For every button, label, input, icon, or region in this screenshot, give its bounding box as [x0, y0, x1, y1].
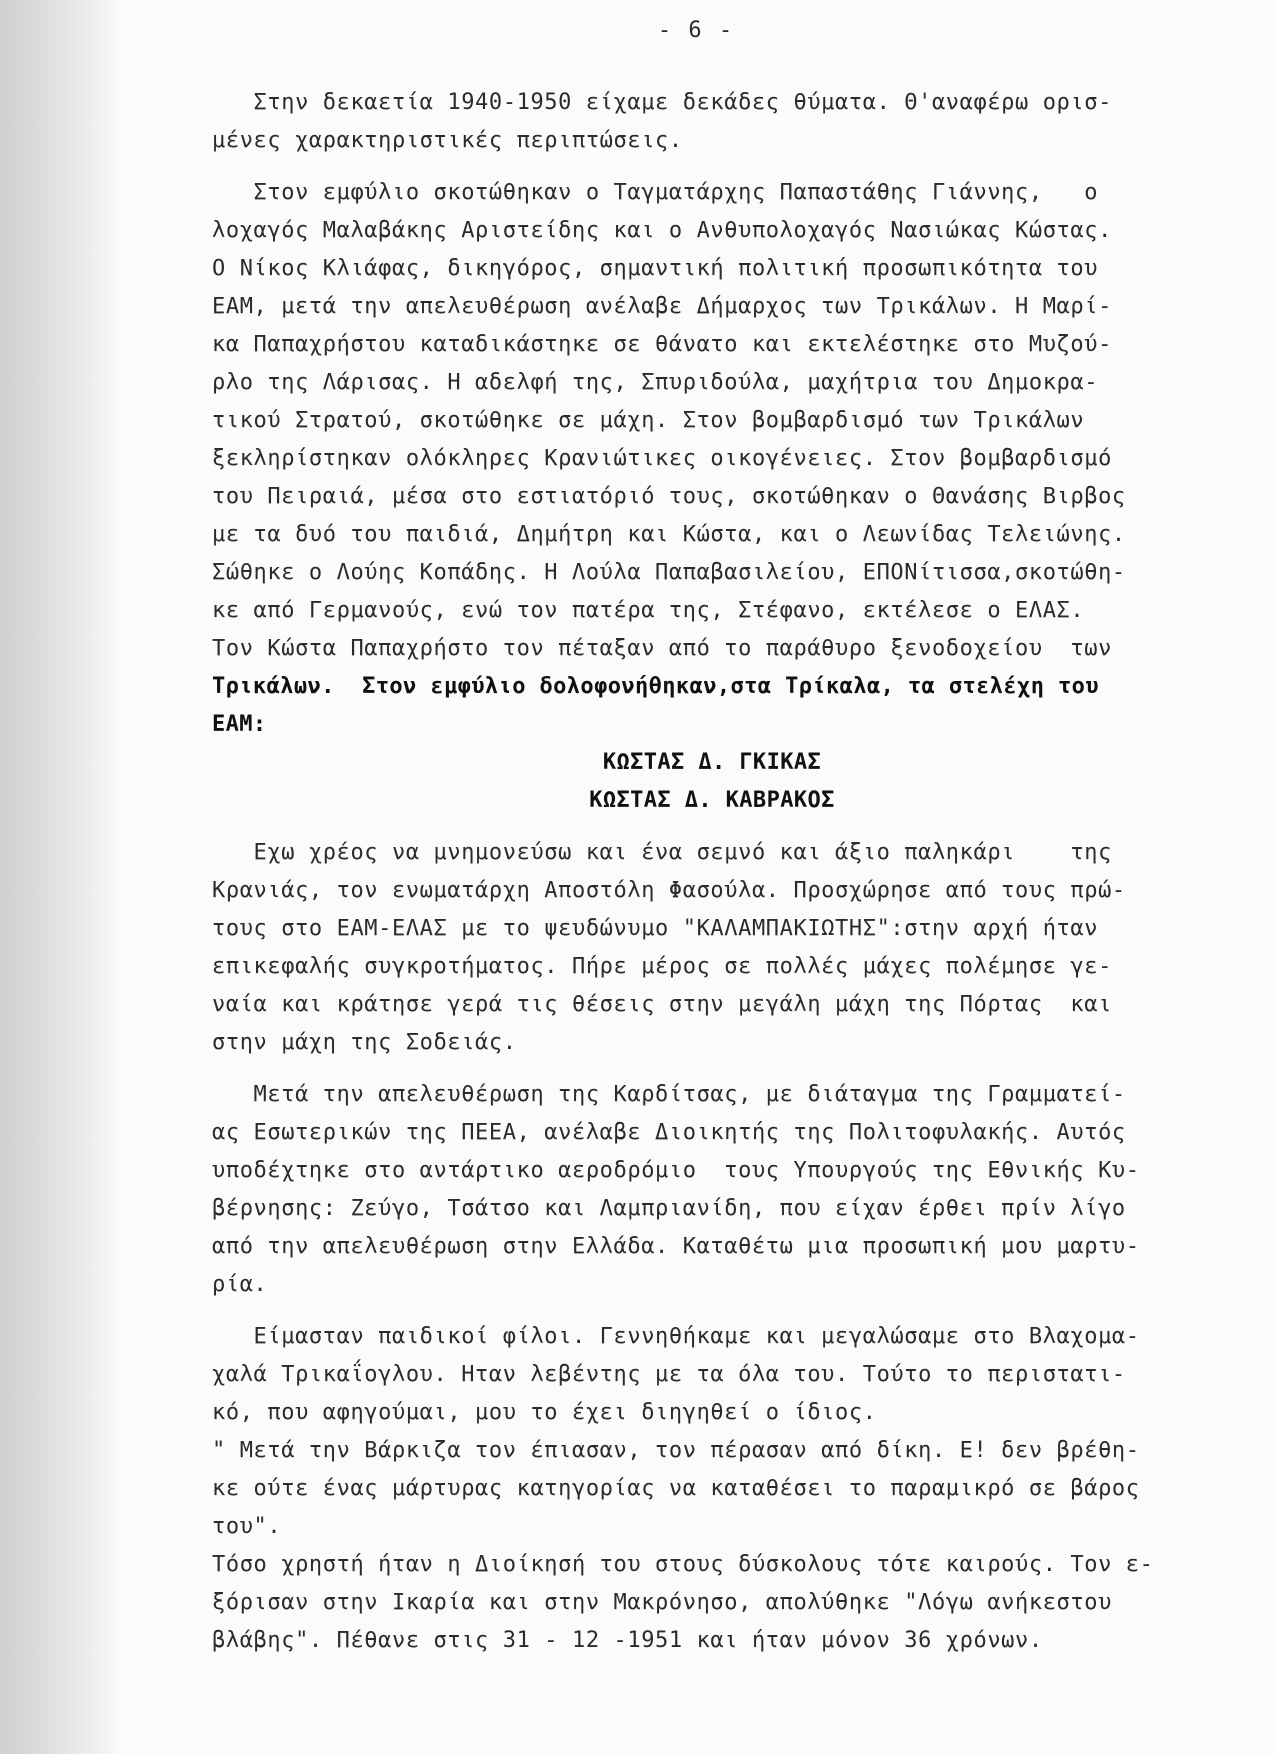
text-line: με τα δυό του παιδιά, Δημήτρη και Κώστα, και ο Λεωνίδας Τελειώνης. — [212, 522, 1126, 547]
paragraph-5 — [212, 1318, 1212, 1660]
text-line: Ο Νίκος Κλιάφας, δικηγόρος, σημαντική πολιτική προσωπικότητα του — [212, 256, 1099, 281]
text-line: τικού Στρατού, σκοτώθηκε σε μάχη. Στον βομβαρδισμό των Τρικάλων — [212, 408, 1085, 433]
text-line: Σώθηκε ο Λούης Κοπάδης. Η Λούλα Παπαβασιλείου, ΕΠΟΝίτισσα,σκοτώθη- — [212, 560, 1126, 585]
text-line: Τόσο χρηστή ήταν η Διοίκησή του στους δύσκολους τότε καιρούς. Τον ε- — [212, 1552, 1154, 1577]
text-line-bold: Τρικάλων. Στον εμφύλιο δολοφονήθηκαν,στα Τρίκαλα, τα στελέχη του — [212, 674, 1099, 699]
text-line: χαλά Τρικαΐογλου. Ηταν λεβέντης με τα όλα του. Τούτο το περιστατι- — [212, 1362, 1126, 1387]
text-line: ΕΑΜ, μετά την απελευθέρωση ανέλαβε Δήμαρχος των Τρικάλων. Η Μαρί- — [212, 294, 1112, 319]
text-line: ναία και κράτησε γερά τις θέσεις στην μεγάλη μάχη της Πόρτας και — [212, 992, 1112, 1017]
text-line: ας Εσωτερικών της ΠΕΕΑ, ανέλαβε Διοικητής της Πολιτοφυλακής. Αυτός — [212, 1120, 1126, 1145]
text-line: ξόρισαν στην Ικαρία και στην Μακρόνησο, απολύθηκε "Λόγω ανήκεστου — [212, 1590, 1112, 1615]
text-line: ρλο της Λάρισας. Η αδελφή της, Σπυριδούλα, μαχήτρια του Δημοκρα- — [212, 370, 1099, 395]
text-line: κα Παπαχρήστου καταδικάστηκε σε θάνατο και εκτελέστηκε στο Μυζού- — [212, 332, 1112, 357]
document-page — [116, 0, 1276, 1754]
page-number: - 6 - — [657, 18, 735, 43]
paragraph-1 — [212, 84, 1212, 160]
text-line: " Μετά την Βάρκιζα τον έπιασαν, τον πέρασαν από δίκη. Ε! δεν βρέθη- — [212, 1438, 1140, 1463]
text-line: τους στο ΕΑΜ-ΕΛΑΣ με το ψευδώνυμο "ΚΑΛΑΜΠΑΚΙΩΤΗΣ":στην αρχή ήταν — [212, 916, 1099, 941]
text-line: υποδέχτηκε στο αντάρτικο αεροδρόμιο τους Υπουργούς της Εθνικής Κυ- — [212, 1158, 1140, 1183]
document-body — [212, 84, 1212, 1660]
text-line: του". — [212, 1514, 282, 1539]
paragraph-2 — [212, 174, 1212, 744]
text-line: βλάβης". Πέθανε στις 31 - 12 -1951 και ήταν μόνον 36 χρόνων. — [212, 1628, 1043, 1653]
text-line: επικεφαλής συγκροτήματος. Πήρε μέρος σε πολλές μάχες πολέμησε γε- — [212, 954, 1112, 979]
scan-edge — [0, 0, 116, 1754]
text-line: Μετά την απελευθέρωση της Καρδίτσας, με διάταγμα της Γραμματεί- — [212, 1082, 1126, 1107]
text-line: Τον Κώστα Παπαχρήστο τον πέταξαν από το παράθυρο ξενοδοχείου των — [212, 636, 1112, 661]
text-line: του Πειραιά, μέσα στο εστιατόριό τους, σκοτώθηκαν ο Θανάσης Βιρβος — [212, 484, 1126, 509]
text-line: από την απελευθέρωση στην Ελλάδα. Καταθέτω μια προσωπική μου μαρτυ- — [212, 1234, 1140, 1259]
text-line: ρία. — [212, 1272, 268, 1297]
text-line: ξεκληρίστηκαν ολόκληρες Κρανιώτικες οικογένειες. Στον βομβαρδισμό — [212, 446, 1112, 471]
text-line: λοχαγός Μαλαβάκης Αριστείδης και ο Ανθυπολοχαγός Νασιώκας Κώστας. — [212, 218, 1112, 243]
text-line: βέρνησης: Ζεύγο, Τσάτσο και Λαμπριανίδη, που είχαν έρθει πρίν λίγο — [212, 1196, 1126, 1221]
text-line: Κρανιάς, τον ενωματάρχη Αποστόλη Φασούλα. Προσχώρησε από τους πρώ- — [212, 878, 1126, 903]
text-line: Στην δεκαετία 1940-1950 είχαμε δεκάδες θύματα. Θ'αναφέρω ορισ- — [212, 90, 1112, 115]
text-line: κε ούτε ένας μάρτυρας κατηγορίας να καταθέσει το παραμικρό σε βάρος — [212, 1476, 1140, 1501]
names-list — [212, 744, 1212, 820]
name-line: ΚΩΣΤΑΣ Δ. ΓΚΙΚΑΣ — [602, 750, 822, 775]
text-line: μένες χαρακτηριστικές περιπτώσεις. — [212, 128, 683, 153]
text-line: κό, που αφηγούμαι, μου το έχει διηγηθεί ο ίδιος. — [212, 1400, 877, 1425]
text-line: Εχω χρέος να μνημονεύσω και ένα σεμνό και άξιο παληκάρι της — [212, 840, 1112, 865]
text-line-bold: ΕΑΜ: — [212, 712, 267, 737]
paragraph-4 — [212, 1076, 1212, 1304]
text-line: στην μάχη της Σοδειάς. — [212, 1030, 517, 1055]
name-line: ΚΩΣΤΑΣ Δ. ΚΑΒΡΑΚΟΣ — [589, 788, 835, 813]
text-line: Στον εμφύλιο σκοτώθηκαν ο Ταγματάρχης Παπαστάθης Γιάννης, ο — [212, 180, 1099, 205]
paragraph-3 — [212, 834, 1212, 1062]
text-line: Είμασταν παιδικοί φίλοι. Γεννηθήκαμε και μεγαλώσαμε στο Βλαχομα- — [212, 1324, 1140, 1349]
text-line: κε από Γερμανούς, ενώ τον πατέρα της, Στέφανο, εκτέλεσε ο ΕΛΑΣ. — [212, 598, 1085, 623]
